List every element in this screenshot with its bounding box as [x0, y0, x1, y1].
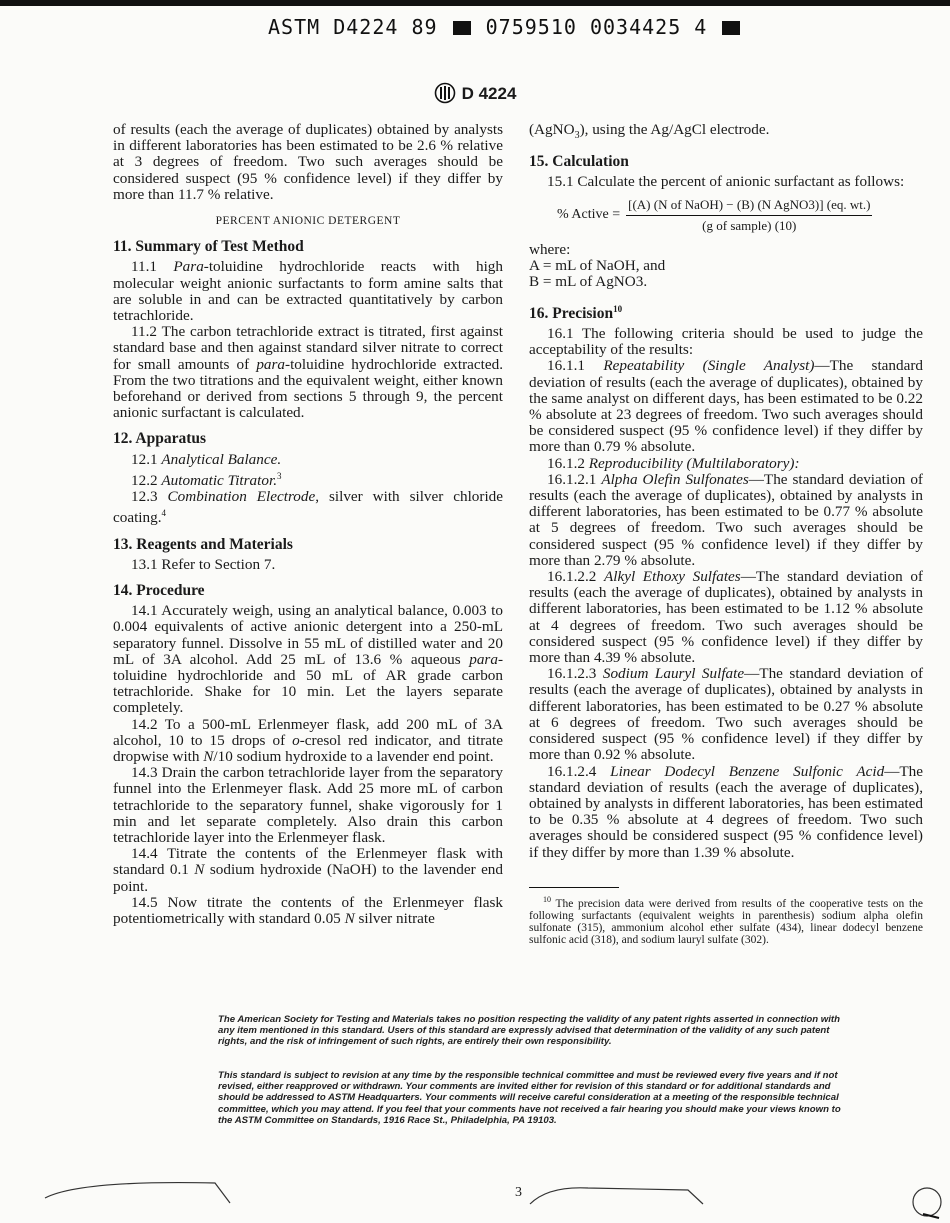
formula-fraction: [626, 197, 872, 234]
heading-13: 13. Reagents and Materials: [113, 535, 293, 553]
top-border: [0, 0, 950, 6]
scan-curve-left: [40, 1178, 240, 1208]
paragraph-14-3: 14.3 Drain the carbon tetrachloride layer from the separatory funnel into the Erlenmeyer flask. Add 25 more mL of carbon tetrachloride to the separatory funnel, shake vigorously for 1 min and let separate completely. Also drain this carbon tetrachloride layer into the Erlenmeyer flask.: [113, 764, 503, 847]
paragraph-12-1: 12.1 Analytical Balance.: [131, 450, 282, 468]
code-b: 0759510 0034425 4: [485, 15, 708, 39]
paragraph-16-1: 16.1 The following criteria should be used to judge the acceptability of the results:: [529, 325, 923, 359]
paragraph-14-4: 14.4 Titrate the contents of the Erlenmeyer flask with standard 0.1 N sodium hydroxide (NaOH) to the lavender end point.: [113, 845, 503, 895]
designation-header: [0, 82, 950, 104]
paragraph-16-1-2-3: 16.1.2.3 Sodium Lauryl Sulfate—The standard deviation of results (each the average of duplicates), obtained by analysts in different laboratories, has been estimated to be 0.27 % absolute at 6 degrees of freedom. Two such averages should be considered suspect (95 % confidence level) if they differ by more than 0.92 % absolute.: [529, 665, 924, 764]
section-title: PERCENT ANIONIC DETERGENT: [215, 215, 401, 228]
formula-percent-active: [557, 197, 923, 234]
variable-b: B = mL of AgNO3.: [529, 273, 648, 291]
scan-corner-mark: [905, 1180, 945, 1220]
where-label: where:: [529, 241, 571, 259]
paragraph-12-2: 12.2 Automatic Titrator.$^3$: [131, 470, 282, 489]
heading-15: 15. Calculation: [529, 153, 629, 171]
patent-notice: The American Society for Testing and Materials takes no position respecting the validity of any patent rights asserted in connection with any item mentioned in this standard. Users of this standard are expressly advised that determination of the validity of any such patent rights, and the risk of infringement of such rights, are entirely their own responsibility.: [218, 1013, 840, 1048]
paragraph-11-2: 11.2 The carbon tetrachloride extract is titrated, first against standard base and then against standard silver nitrate to correct for small amounts of para-toluidine hydrochloride extracted. From the two titrations and the equivalent weight, either known beforehand or derived from sections 5 through 9, the percent anionic surfactant is calculated.: [113, 323, 503, 422]
revision-notice: This standard is subject to revision at any time by the responsible technical committee and must be reviewed every five years and if not revised, either reapproved or withdrawn. Your comments are invited either for revision of this standard or for additional standards and should be addressed to ASTM Headquarters. Your comments will receive careful consideration at a meeting of the responsible technical committee, which you may attend. If you feel that your comments have not received a fair hearing you should make your views known to the ASTM Committee on Standards, 1916 Race St., Philadelphia, PA 19103.: [218, 1069, 841, 1127]
paragraph-14-1: 14.1 Accurately weigh, using an analytical balance, 0.003 to 0.004 equivalents of active anionic detergent into a 250-mL separatory funnel. Dissolve in 55 mL of distilled water and 20 mL of 3A alcohol. Add 25 mL of 13.6 % aqueous para-toluidine hydrochloride and 50 mL of AR grade carbon tetrachloride. Shake for 10 min. Let the layers separate completely.: [113, 602, 503, 717]
footnote-divider: [529, 887, 619, 888]
formula-denominator: (g of sample) (10): [702, 217, 797, 233]
paragraph-16-1-2-2: 16.1.2.2 Alkyl Ethoxy Sulfates—The standard deviation of results (each the average of duplicates), obtained by analysts in different laboratories, has been estimated to be 1.12 % absolute at 4 degrees of freedom. Two such averages should be considered suspect (95 % confidence level) if they differ by more than 4.39 % absolute.: [529, 568, 923, 667]
black-block-mark: [722, 21, 740, 35]
page-number: 3: [515, 1185, 522, 1200]
paragraph: (AgNO$_3$), using the Ag/AgCl electrode.: [529, 121, 770, 142]
paragraph-16-1-1: 16.1.1 Repeatability (Single Analyst)—The standard deviation of results (each the average of duplicates), obtained by the same analyst on different days, has been estimated to be 0.22 % absolute at 23 degrees of freedom. Two such averages should be considered suspect (95 % confidence level) if they differ by more than 0.79 % absolute.: [529, 357, 923, 456]
paragraph-14-2: 14.2 To a 500-mL Erlenmeyer flask, add 200 mL of 3A alcohol, 10 to 15 drops of o-cresol red indicator, and titrate dropwise with N/10 sodium hydroxide to a lavender end point.: [113, 715, 503, 766]
black-block-mark: [453, 21, 471, 35]
heading-12: 12. Apparatus: [113, 430, 207, 448]
document-code-header: [268, 15, 742, 39]
paragraph-16-1-2-1: 16.1.2.1 Alpha Olefin Sulfonates—The standard deviation of results (each the average of duplicates), obtained by analysts in different laboratories, has been estimated to be 0.77 % absolute at 5 degrees of freedom. Two such averages should be considered suspect (95 % confidence level) if they differ by more than 2.79 % absolute.: [529, 470, 923, 569]
right-column: [529, 122, 923, 947]
formula-numerator: [(A) (N of NaOH) − (B) (N AgNO3)] (eq. wt.): [626, 197, 872, 216]
paragraph: of results (each the average of duplicates) obtained by analysts in different laboratories has been estimated to be 2.6 % relative at 3 degrees of freedom. Two such averages should be considered suspect (95 % confidence level) if they differ by more than 11.7 % relative.: [113, 121, 503, 203]
scan-curve-right: [528, 1182, 708, 1208]
left-column: [113, 122, 503, 927]
heading-16: 16. Precision$^{10}$: [529, 303, 623, 322]
paragraph-12-3: 12.3 Combination Electrode, silver with silver chloride coating.$^4$: [113, 488, 504, 527]
paragraph-15-1: 15.1 Calculate the percent of anionic surfactant as follows:: [547, 173, 905, 191]
variable-a: A = mL of NaOH, and: [529, 257, 666, 275]
astm-logo-icon: [434, 82, 456, 104]
paragraph-11-1: 11.1 Para-toluidine hydrochloride reacts with high molecular weight anionic surfactants to form amine salts that are soluble in and can be extracted quantitatively by carbon tetrachloride.: [113, 258, 503, 325]
paragraph-14-5: 14.5 Now titrate the contents of the Erlenmeyer flask potentiometrically with standard 0.05 N silver nitrate: [113, 893, 503, 928]
heading-14: 14. Procedure: [113, 582, 205, 599]
code-a: ASTM D4224 89: [268, 15, 438, 39]
paragraph-16-1-2: 16.1.2 Reproducibility (Multilaboratory):: [547, 454, 800, 472]
heading-11: 11. Summary of Test Method: [113, 238, 304, 256]
paragraph-13-1: 13.1 Refer to Section 7.: [131, 555, 276, 573]
paragraph-16-1-2-4: 16.1.2.4 Linear Dodecyl Benzene Sulfonic Acid—The standard deviation of results (each the average of duplicates), obtained by analysts in different laboratories, has been estimated to be 0.35 % absolute at 4 degrees of freedom. Two such averages should be considered suspect (95 % confidence level) if they differ by more than 1.39 % absolute.: [529, 762, 923, 861]
footnote-10: $^{10}$ The precision data were derived from results of the cooperative tests on the following surfactants (equivalent weights in parenthesis) sodium alpha olefin sulfonate (315), ammonium alcohol ether sulfate (434), linear dodecyl benzene sulfonic acid (318), and sodium lauryl sulfate (302).: [529, 894, 923, 947]
designation: D 4224: [461, 84, 517, 103]
formula-lhs: % Active =: [557, 207, 621, 223]
